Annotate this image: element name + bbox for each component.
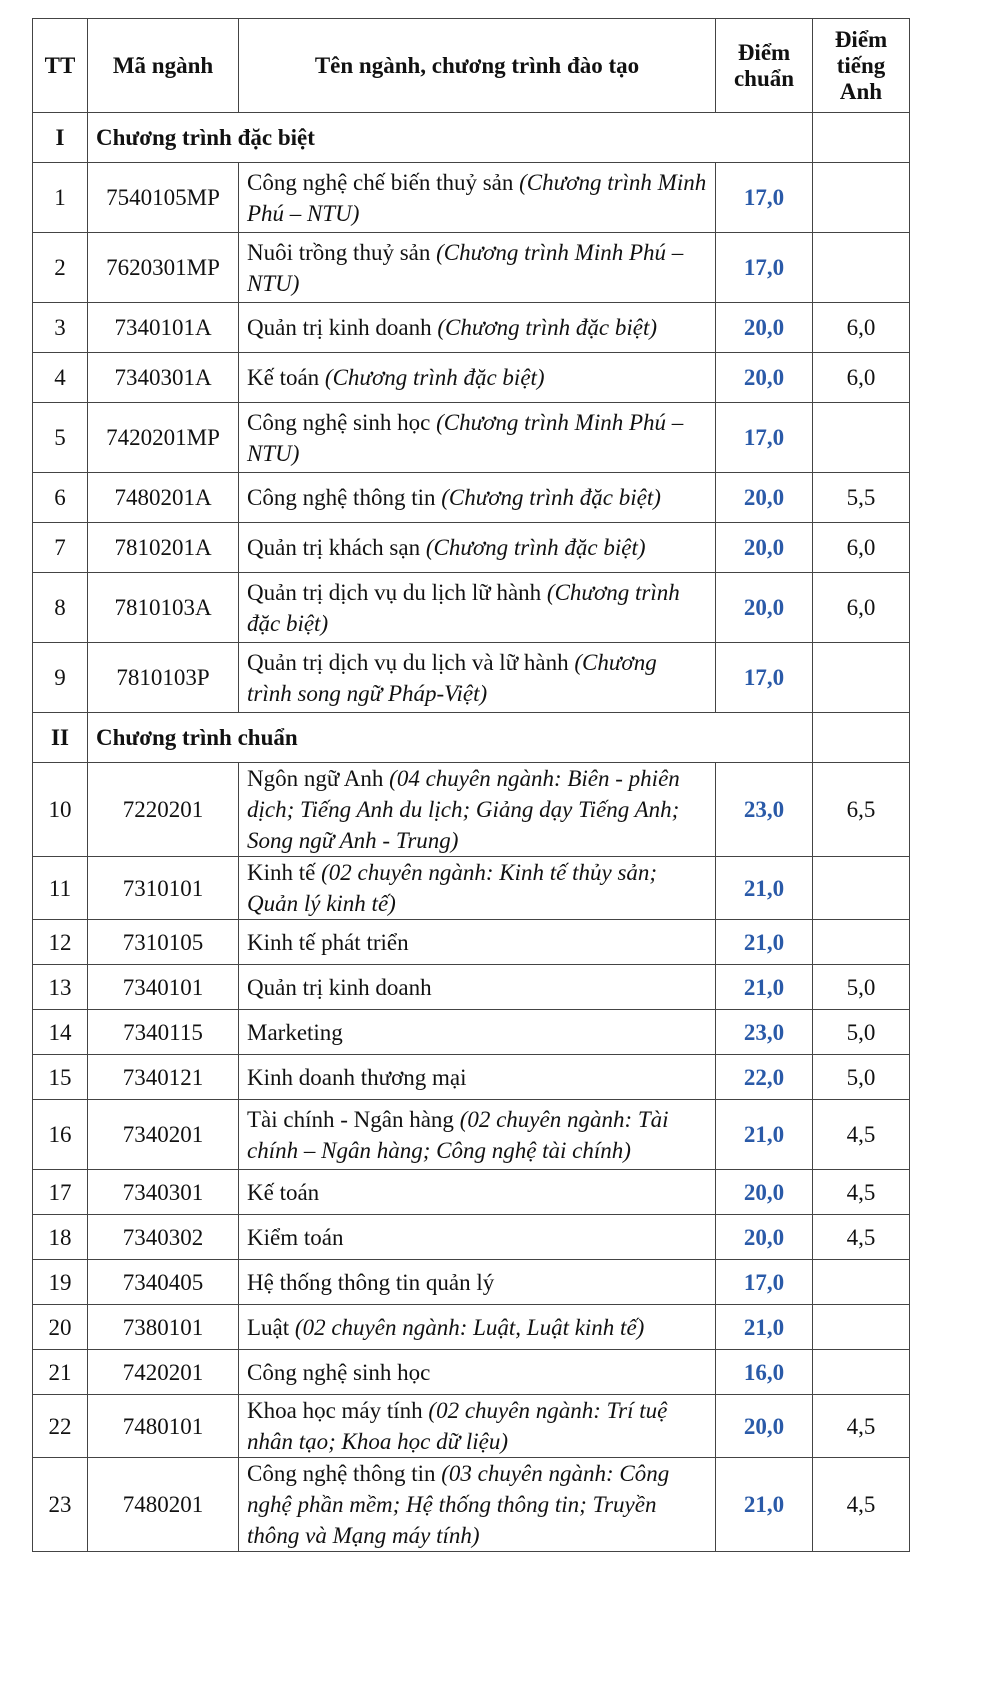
program-note: (Chương trình đặc biệt) bbox=[247, 579, 680, 636]
cutoff-score: 17,0 bbox=[716, 643, 813, 713]
program-code: 7480101 bbox=[88, 1395, 239, 1458]
program-name: Kế toán bbox=[247, 365, 320, 390]
row-number: 9 bbox=[33, 643, 88, 713]
program-code: 7310101 bbox=[88, 857, 239, 920]
cutoff-score: 20,0 bbox=[716, 473, 813, 523]
program-code: 7220201 bbox=[88, 763, 239, 857]
program-name-cell bbox=[239, 1055, 716, 1100]
table-row bbox=[33, 1395, 910, 1458]
program-name-cell bbox=[239, 303, 716, 353]
row-number: 3 bbox=[33, 303, 88, 353]
english-score: 5,0 bbox=[813, 1010, 910, 1055]
english-score bbox=[813, 857, 910, 920]
program-name: Marketing bbox=[247, 1019, 343, 1045]
english-score bbox=[813, 163, 910, 233]
table-row bbox=[33, 163, 910, 233]
row-number: 8 bbox=[33, 573, 88, 643]
table-row bbox=[33, 353, 910, 403]
program-code: 7340101 bbox=[88, 965, 239, 1010]
header-code: Mã ngành bbox=[88, 19, 239, 113]
table-row bbox=[33, 1305, 910, 1350]
row-number: 4 bbox=[33, 353, 88, 403]
program-note: (02 chuyên ngành: Trí tuệ nhân tạo; Khoa học dữ liệu) bbox=[247, 1398, 668, 1454]
program-name: Tài chính - Ngân hàng bbox=[247, 1106, 454, 1132]
table-row bbox=[33, 523, 910, 573]
cutoff-score: 21,0 bbox=[716, 965, 813, 1010]
program-name-cell bbox=[239, 643, 716, 713]
table-row bbox=[33, 1260, 910, 1305]
program-name-cell bbox=[239, 163, 716, 233]
english-score: 4,5 bbox=[813, 1458, 910, 1552]
program-note: (02 chuyên ngành: Luật, Luật kinh tế) bbox=[294, 1314, 645, 1340]
section-number: II bbox=[33, 713, 88, 763]
program-name: Kinh doanh thương mại bbox=[247, 1064, 467, 1090]
program-name-cell bbox=[239, 523, 716, 573]
row-number: 7 bbox=[33, 523, 88, 573]
english-score bbox=[813, 920, 910, 965]
cutoff-score: 21,0 bbox=[716, 1305, 813, 1350]
section-empty-cell bbox=[813, 713, 910, 763]
program-name-cell bbox=[239, 1350, 716, 1395]
header-row bbox=[33, 19, 910, 113]
program-code: 7480201A bbox=[88, 473, 239, 523]
program-name: Kinh tế bbox=[247, 860, 316, 885]
cutoff-score: 20,0 bbox=[716, 353, 813, 403]
program-code: 7340201 bbox=[88, 1100, 239, 1170]
program-note: (Chương trình đặc biệt) bbox=[437, 315, 658, 340]
program-name-cell bbox=[239, 857, 716, 920]
program-code: 7340301A bbox=[88, 353, 239, 403]
english-score: 6,0 bbox=[813, 523, 910, 573]
table-row bbox=[33, 1350, 910, 1395]
english-score bbox=[813, 1350, 910, 1395]
section-title: Chương trình đặc biệt bbox=[88, 113, 813, 163]
program-code: 7810103P bbox=[88, 643, 239, 713]
english-score: 5,5 bbox=[813, 473, 910, 523]
program-name-cell bbox=[239, 1260, 716, 1305]
row-number: 14 bbox=[33, 1010, 88, 1055]
english-score: 6,0 bbox=[813, 353, 910, 403]
program-note: (Chương trình song ngữ Pháp-Việt) bbox=[247, 649, 657, 706]
program-note: (Chương trình đặc biệt) bbox=[441, 485, 661, 510]
section-empty-cell bbox=[813, 113, 910, 163]
row-number: 6 bbox=[33, 473, 88, 523]
program-note: (02 chuyên ngành: Kinh tế thủy sản; Quản lý kinh tế) bbox=[247, 860, 658, 916]
table-row bbox=[33, 1458, 910, 1552]
program-note: (Chương trình Minh Phú – NTU) bbox=[247, 239, 684, 296]
cutoff-score: 20,0 bbox=[716, 1215, 813, 1260]
section-title: Chương trình chuẩn bbox=[88, 713, 813, 763]
program-code: 7340121 bbox=[88, 1055, 239, 1100]
program-name: Kế toán bbox=[247, 1179, 320, 1205]
row-number: 15 bbox=[33, 1055, 88, 1100]
row-number: 18 bbox=[33, 1215, 88, 1260]
program-name-cell bbox=[239, 233, 716, 303]
cutoff-score: 17,0 bbox=[716, 163, 813, 233]
table-row bbox=[33, 763, 910, 857]
english-score: 5,0 bbox=[813, 1055, 910, 1100]
row-number: 11 bbox=[33, 857, 88, 920]
program-note: (Chương trình Minh Phú – NTU) bbox=[247, 409, 684, 466]
row-number: 17 bbox=[33, 1170, 88, 1215]
table-row bbox=[33, 573, 910, 643]
program-name: Công nghệ sinh học bbox=[247, 1359, 431, 1385]
cutoff-score: 21,0 bbox=[716, 1458, 813, 1552]
program-name: Quản trị kinh doanh bbox=[247, 974, 432, 1000]
program-name-cell bbox=[239, 1458, 716, 1552]
program-note: (Chương trình đặc biệt) bbox=[324, 365, 545, 390]
table-row bbox=[33, 965, 910, 1010]
cutoff-score: 20,0 bbox=[716, 303, 813, 353]
program-code: 7540105MP bbox=[88, 163, 239, 233]
program-note: (03 chuyên ngành: Công nghệ phần mềm; Hệ thống thông tin; Truyền thông và Mạng máy tính) bbox=[247, 1461, 670, 1548]
header-tt: TT bbox=[33, 19, 88, 113]
table-body bbox=[33, 113, 910, 1552]
program-name-cell bbox=[239, 353, 716, 403]
table-row bbox=[33, 303, 910, 353]
program-code: 7380101 bbox=[88, 1305, 239, 1350]
program-code: 7810103A bbox=[88, 573, 239, 643]
program-code: 7810201A bbox=[88, 523, 239, 573]
english-score bbox=[813, 403, 910, 473]
program-note: (Chương trình Minh Phú – NTU) bbox=[247, 169, 707, 226]
cutoff-score: 20,0 bbox=[716, 1170, 813, 1215]
program-code: 7420201MP bbox=[88, 403, 239, 473]
english-score: 4,5 bbox=[813, 1170, 910, 1215]
cutoff-score: 21,0 bbox=[716, 857, 813, 920]
row-number: 13 bbox=[33, 965, 88, 1010]
cutoff-score: 17,0 bbox=[716, 1260, 813, 1305]
english-score: 6,0 bbox=[813, 303, 910, 353]
program-name-cell bbox=[239, 1395, 716, 1458]
program-name: Ngôn ngữ Anh bbox=[247, 766, 384, 791]
header-name: Tên ngành, chương trình đào tạo bbox=[239, 19, 716, 113]
table-row bbox=[33, 1170, 910, 1215]
program-name: Công nghệ thông tin bbox=[247, 485, 436, 510]
cutoff-score: 20,0 bbox=[716, 523, 813, 573]
program-code: 7340115 bbox=[88, 1010, 239, 1055]
row-number: 22 bbox=[33, 1395, 88, 1458]
table-row bbox=[33, 643, 910, 713]
program-name-cell bbox=[239, 473, 716, 523]
row-number: 19 bbox=[33, 1260, 88, 1305]
program-name-cell bbox=[239, 1305, 716, 1350]
table-row bbox=[33, 1100, 910, 1170]
table-row bbox=[33, 473, 910, 523]
cutoff-score: 22,0 bbox=[716, 1055, 813, 1100]
english-score: 5,0 bbox=[813, 965, 910, 1010]
program-name-cell bbox=[239, 920, 716, 965]
program-code: 7340101A bbox=[88, 303, 239, 353]
program-name-cell bbox=[239, 1215, 716, 1260]
english-score: 6,0 bbox=[813, 573, 910, 643]
cutoff-score: 20,0 bbox=[716, 1395, 813, 1458]
cutoff-score: 21,0 bbox=[716, 920, 813, 965]
program-name: Luật bbox=[247, 1314, 290, 1340]
header-english: Điểm tiếng Anh bbox=[813, 19, 910, 113]
english-score bbox=[813, 1305, 910, 1350]
program-name-cell bbox=[239, 763, 716, 857]
section-row bbox=[33, 713, 910, 763]
program-code: 7480201 bbox=[88, 1458, 239, 1552]
program-name: Kiểm toán bbox=[247, 1224, 344, 1250]
program-name: Hệ thống thông tin quản lý bbox=[247, 1269, 495, 1295]
row-number: 20 bbox=[33, 1305, 88, 1350]
program-name-cell bbox=[239, 1170, 716, 1215]
cutoff-score: 20,0 bbox=[716, 573, 813, 643]
row-number: 10 bbox=[33, 763, 88, 857]
program-code: 7420201 bbox=[88, 1350, 239, 1395]
english-score bbox=[813, 1260, 910, 1305]
program-code: 7340302 bbox=[88, 1215, 239, 1260]
program-note: (Chương trình đặc biệt) bbox=[425, 535, 646, 560]
row-number: 5 bbox=[33, 403, 88, 473]
program-name: Quản trị dịch vụ du lịch và lữ hành bbox=[247, 649, 569, 675]
program-name: Nuôi trồng thuỷ sản bbox=[247, 239, 431, 265]
row-number: 2 bbox=[33, 233, 88, 303]
table-row bbox=[33, 403, 910, 473]
table-row bbox=[33, 1055, 910, 1100]
program-name: Công nghệ sinh học bbox=[247, 409, 431, 435]
table-row bbox=[33, 1215, 910, 1260]
row-number: 21 bbox=[33, 1350, 88, 1395]
program-name: Quản trị kinh doanh bbox=[247, 315, 432, 340]
english-score bbox=[813, 643, 910, 713]
program-name-cell bbox=[239, 573, 716, 643]
english-score: 4,5 bbox=[813, 1395, 910, 1458]
program-name: Quản trị khách sạn bbox=[247, 535, 421, 560]
program-name: Công nghệ chế biến thuỷ sản bbox=[247, 169, 514, 195]
cutoff-score: 16,0 bbox=[716, 1350, 813, 1395]
cutoff-score: 23,0 bbox=[716, 1010, 813, 1055]
table-row bbox=[33, 920, 910, 965]
program-name: Công nghệ thông tin bbox=[247, 1461, 436, 1486]
section-number: I bbox=[33, 113, 88, 163]
row-number: 12 bbox=[33, 920, 88, 965]
program-name: Kinh tế phát triển bbox=[247, 929, 409, 955]
row-number: 23 bbox=[33, 1458, 88, 1552]
cutoff-score: 23,0 bbox=[716, 763, 813, 857]
program-name: Khoa học máy tính bbox=[247, 1398, 423, 1423]
english-score bbox=[813, 233, 910, 303]
cutoff-score: 17,0 bbox=[716, 233, 813, 303]
header-score: Điểm chuẩn bbox=[716, 19, 813, 113]
program-name: Quản trị dịch vụ du lịch lữ hành bbox=[247, 579, 542, 605]
program-code: 7620301MP bbox=[88, 233, 239, 303]
row-number: 16 bbox=[33, 1100, 88, 1170]
program-code: 7340405 bbox=[88, 1260, 239, 1305]
english-score: 6,5 bbox=[813, 763, 910, 857]
program-name-cell bbox=[239, 1010, 716, 1055]
row-number: 1 bbox=[33, 163, 88, 233]
program-note: (02 chuyên ngành: Tài chính – Ngân hàng; Công nghệ tài chính) bbox=[247, 1106, 669, 1163]
program-name-cell bbox=[239, 1100, 716, 1170]
program-code: 7310105 bbox=[88, 920, 239, 965]
cutoff-score: 17,0 bbox=[716, 403, 813, 473]
cutoff-score: 21,0 bbox=[716, 1100, 813, 1170]
admission-score-table bbox=[32, 18, 910, 1552]
english-score: 4,5 bbox=[813, 1215, 910, 1260]
program-code: 7340301 bbox=[88, 1170, 239, 1215]
table-row bbox=[33, 1010, 910, 1055]
program-name-cell bbox=[239, 965, 716, 1010]
english-score: 4,5 bbox=[813, 1100, 910, 1170]
program-note: (04 chuyên ngành: Biên - phiên dịch; Tiếng Anh du lịch; Giảng dạy Tiếng Anh; Song ngữ Anh - Trung) bbox=[247, 766, 680, 853]
program-name-cell bbox=[239, 403, 716, 473]
table-row bbox=[33, 857, 910, 920]
table-row bbox=[33, 233, 910, 303]
section-row bbox=[33, 113, 910, 163]
